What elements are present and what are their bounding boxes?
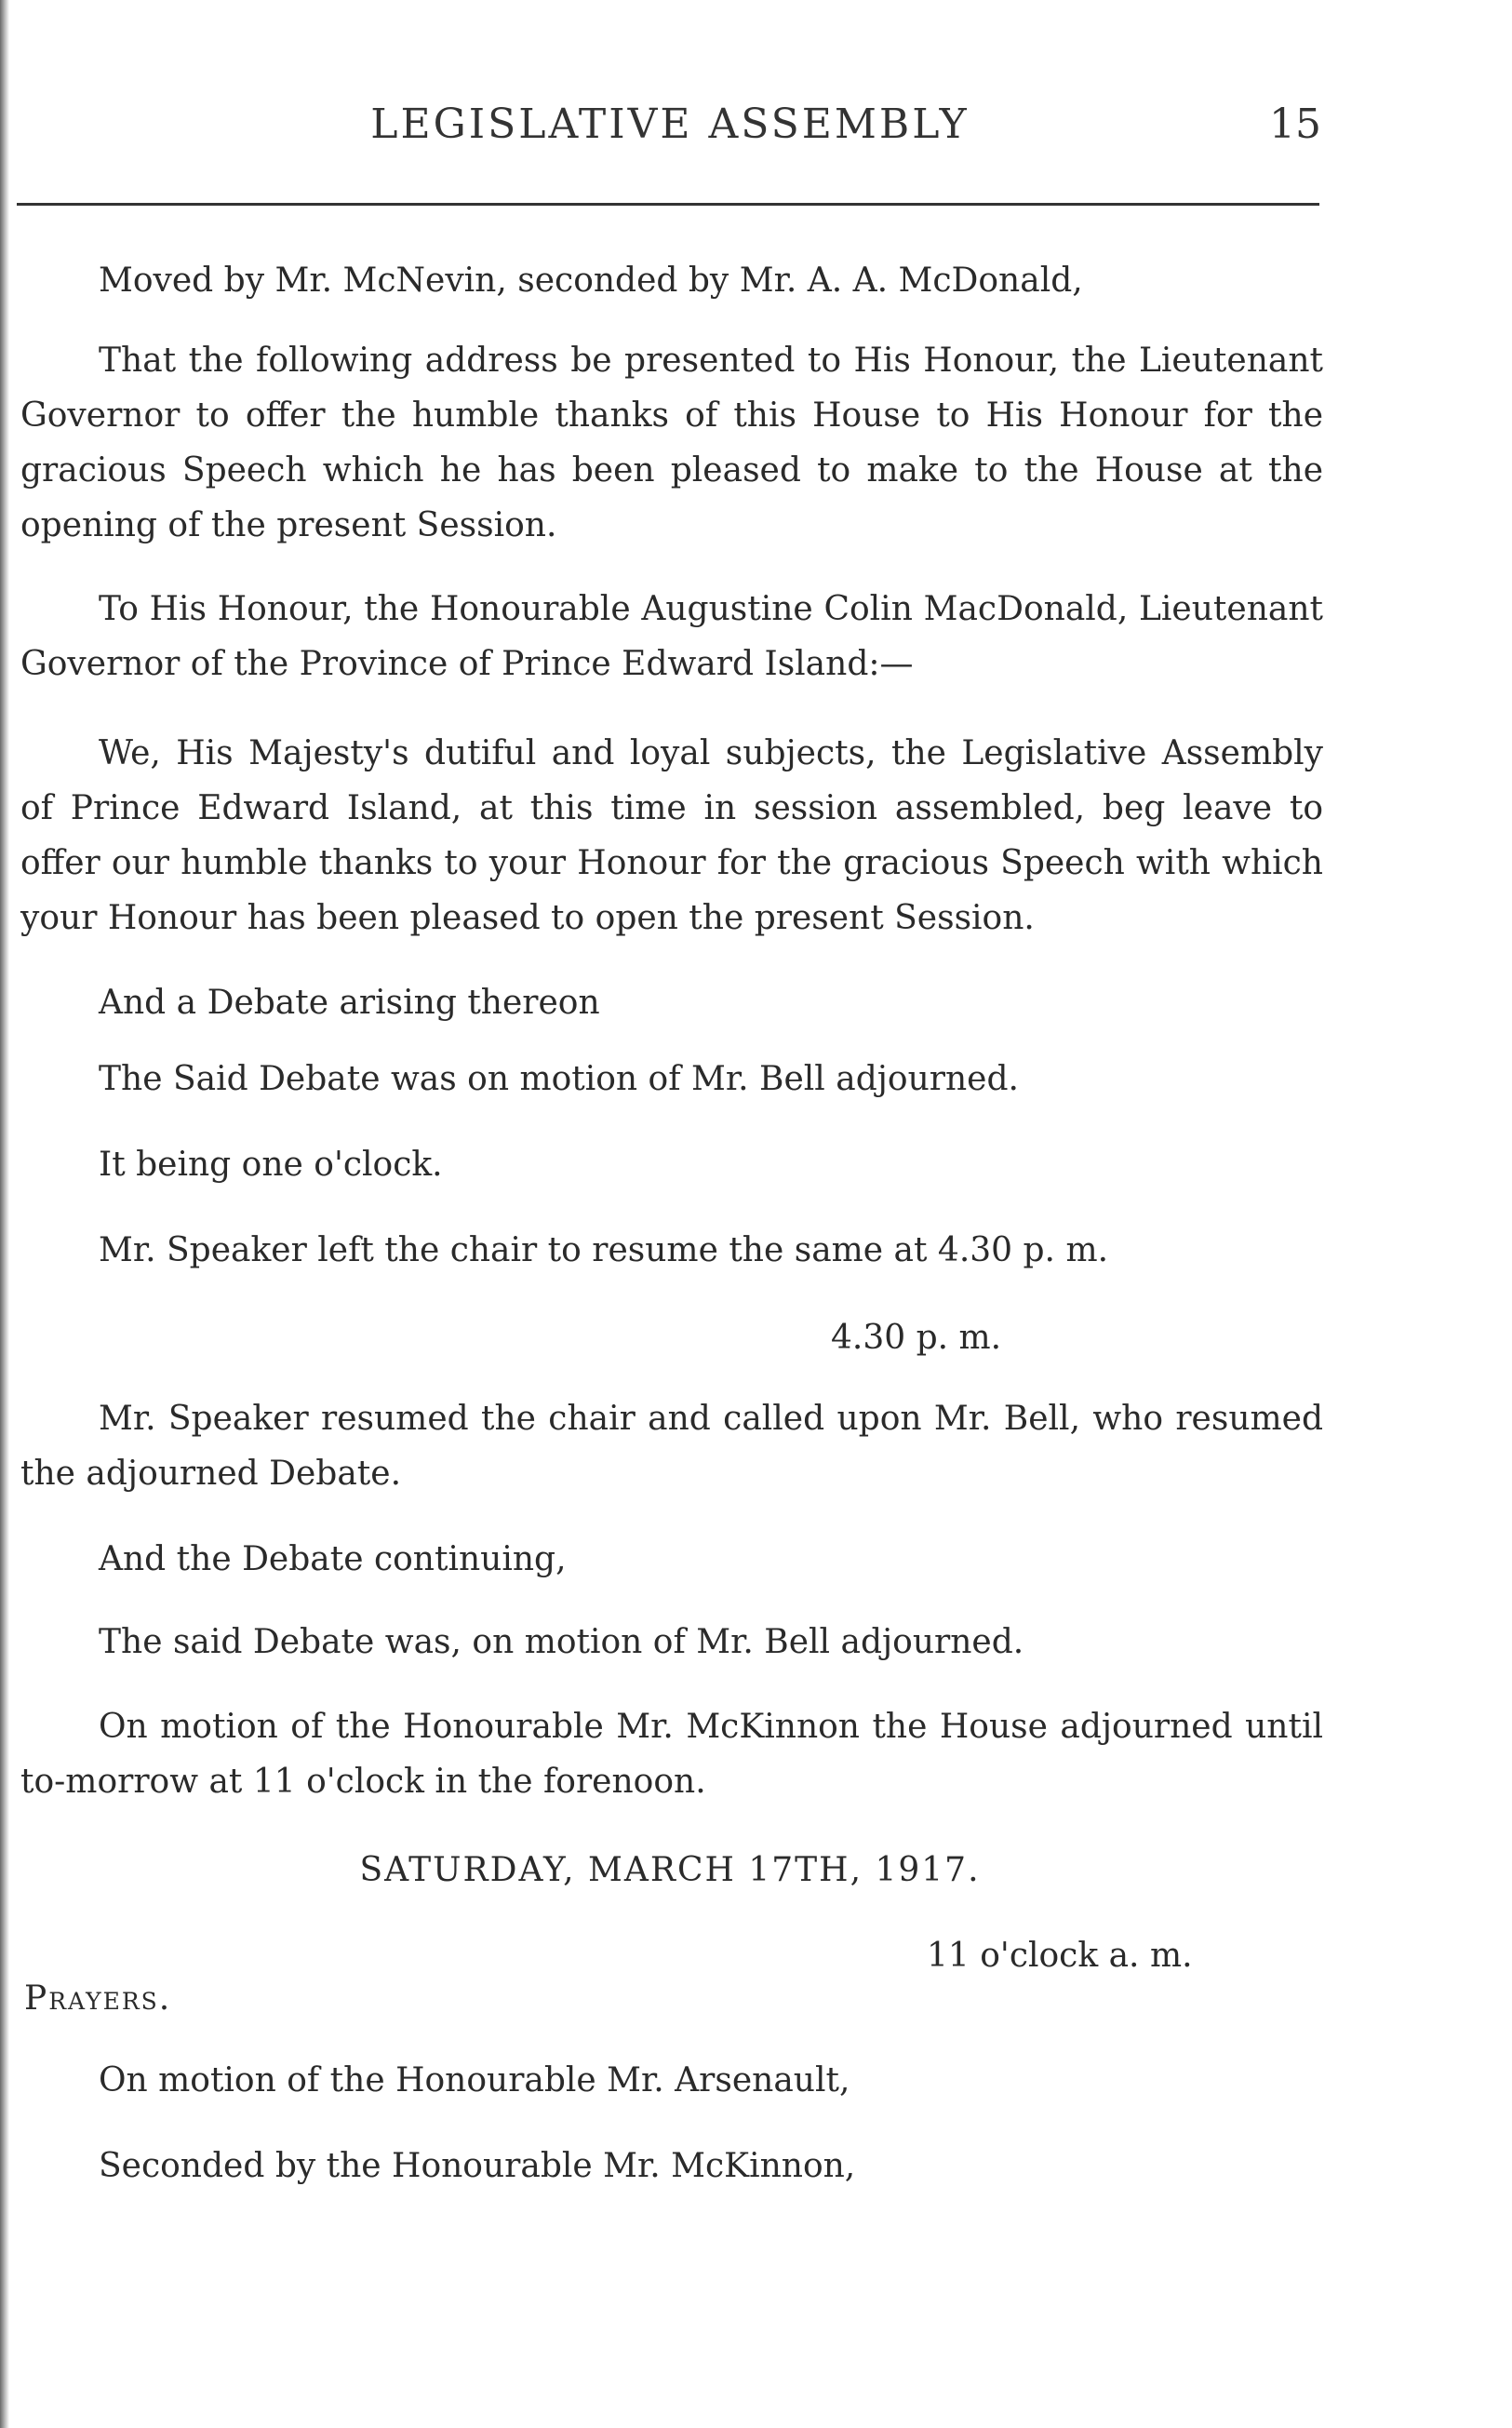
book-binding-edge bbox=[0, 0, 9, 2428]
motion-arsenault-line: On motion of the Honourable Mr. Arsenault, bbox=[99, 2061, 850, 2099]
one-oclock-line: It being one o'clock. bbox=[99, 1146, 443, 1184]
debate-adjourned-line-2: The said Debate was, on motion of Mr. Bell adjourned. bbox=[99, 1623, 1024, 1661]
page-number: 15 bbox=[1269, 101, 1321, 148]
house-adjourned-paragraph: On motion of the Honourable Mr. McKinnon the House adjourned until to-morrow at 11 o'clock in the forenoon. bbox=[20, 1708, 1323, 1801]
debate-adjourned-line-1: The Said Debate was on motion of Mr. Bell adjourned. bbox=[99, 1060, 1019, 1098]
address-motion-paragraph: That the following address be presented to His Honour, the Lieutenant Governor to offer the humble thanks of this House to His Honour for the gracious Speech which he has been pleased to make to the House at the opening of the present Session. bbox=[20, 342, 1323, 544]
morning-time: 11 o'clock a. m. bbox=[927, 1937, 1193, 1975]
date-heading: SATURDAY, MARCH 17TH, 1917. bbox=[359, 1851, 981, 1889]
header-rule bbox=[17, 203, 1319, 206]
debate-arising-line: And a Debate arising thereon bbox=[99, 984, 600, 1022]
running-header-title: LEGISLATIVE ASSEMBLY bbox=[370, 101, 970, 148]
debate-continuing-line: And the Debate continuing, bbox=[99, 1540, 567, 1578]
speaker-resumed-paragraph: Mr. Speaker resumed the chair and called upon Mr. Bell, who resumed the adjourned Debate. bbox=[20, 1400, 1323, 1493]
afternoon-time: 4.30 p. m. bbox=[831, 1319, 1002, 1357]
to-honour-paragraph: To His Honour, the Honourable Augustine Colin MacDonald, Lieutenant Governor of the Province of Prince Edward Island:— bbox=[20, 590, 1323, 683]
speaker-left-line: Mr. Speaker left the chair to resume the same at 4.30 p. m. bbox=[99, 1231, 1109, 1269]
loyal-subjects-paragraph: We, His Majesty's dutiful and loyal subjects, the Legislative Assembly of Prince Edward Island, at this time in session assembled, beg leave to offer our humble thanks to your Honour for the gracious Speech with which your Honour has been pleased to open the present Session. bbox=[20, 734, 1323, 937]
seconded-mckinnon-line: Seconded by the Honourable Mr. McKinnon, bbox=[99, 2147, 856, 2185]
moved-line: Moved by Mr. McNevin, seconded by Mr. A. A. McDonald, bbox=[99, 262, 1083, 300]
prayers-heading: Prayers. bbox=[24, 1979, 172, 2018]
